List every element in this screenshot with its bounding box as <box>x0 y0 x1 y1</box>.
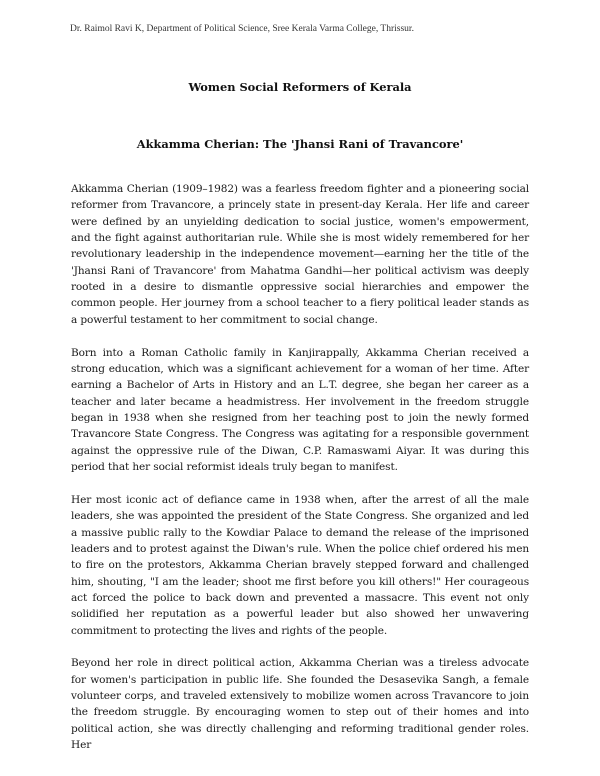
paragraph-2: Born into a Roman Catholic family in Kanjirappally, Akkamma Cherian received a strong education, which was a significant achievement for a woman of her time. After earning a Bachelor of Arts in History and an L.T. degree, she began her career as a teacher and later became a headmistress. Her involvement in the freedom struggle began in 1938 when she resigned from her teaching post to join the newly formed Travancore State Congress. The Congress was agitating for a responsible government against the oppressive rule of the Diwan, C.P. Ramaswami Aiyar. It was during this period that her social reformist ideals truly began to manifest. <box>71 346 529 473</box>
section-title: Akkamma Cherian: The 'Jhansi Rani of Travancore' <box>136 137 464 151</box>
running-header: Dr. Raimol Ravi K, Department of Political Science, Sree Kerala Varma College, Thrissur. <box>70 24 414 34</box>
document-title: Women Social Reformers of Kerala <box>188 80 412 94</box>
body-text <box>71 181 529 770</box>
paragraph-3: Her most iconic act of defiance came in 1938 when, after the arrest of all the male leaders, she was appointed the president of the State Congress. She organized and led a massive public rally to the Kowdiar Palace to demand the release of the imprisoned leaders and to protest against the Diwan's rule. When the police chief ordered his men to fire on the protestors, Akkamma Cherian bravely stepped forward and challenged him, shouting, "I am the leader; shoot me first before you kill others!" Her courageous act forced the police to back down and prevented a massacre. This event not only solidified her reputation as a powerful leader but also showed her unwavering commitment to protecting the lives and rights of the people. <box>71 493 529 637</box>
paragraph-4: Beyond her role in direct political action, Akkamma Cherian was a tireless advocate for women's participation in public life. She founded the Desasevika Sangh, a female volunteer corps, and traveled extensively to mobilize women across Travancore to join the freedom struggle. By encouraging women to step out of their homes and into political action, she was directly challenging and reforming traditional gender roles. Her <box>71 657 529 752</box>
paragraph-1: Akkamma Cherian (1909–1982) was a fearless freedom fighter and a pioneering social reformer from Travancore, a princely state in present-day Kerala. Her life and career were defined by an unyielding dedication to social justice, women's empowerment, and the fight against authoritarian rule. While she is most widely remembered for her revolutionary leadership in the independence movement—earning her the title of the 'Jhansi Rani of Travancore' from Mahatma Gandhi—her political activism was deeply rooted in a desire to dismantle oppressive social hierarchies and empower the common people. Her journey from a school teacher to a fiery political leader stands as a powerful testament to her commitment to social change. <box>71 183 529 326</box>
